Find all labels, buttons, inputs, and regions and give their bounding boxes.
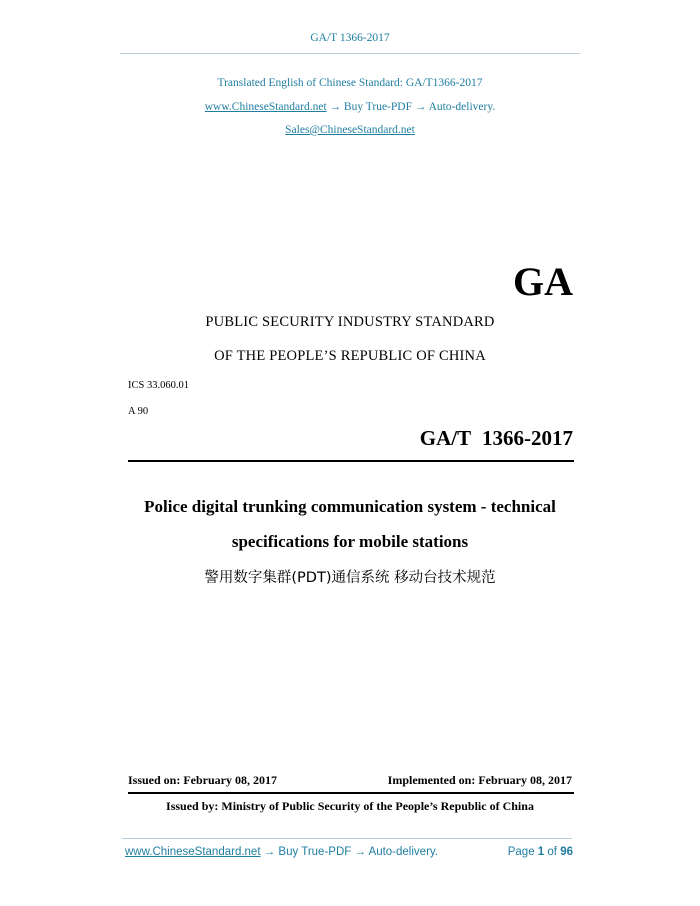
page-total: 96 — [560, 846, 573, 858]
translation-notice: Translated English of Chinese Standard: GA/T1366-2017 — [217, 77, 483, 89]
ics-code: ICS 33.060.01 — [128, 380, 189, 391]
standard-type-line2: OF THE PEOPLE’S REPUBLIC OF CHINA — [214, 348, 486, 364]
page-current: 1 — [537, 846, 545, 858]
footer-website-link[interactable]: www.ChineseStandard.net — [125, 846, 261, 858]
standard-type-line1: PUBLIC SECURITY INDUSTRY STANDARD — [205, 314, 495, 330]
purchase-text: → Buy True-PDF → Auto-delivery. — [326, 101, 496, 113]
website-link[interactable]: www.ChineseStandard.net — [204, 101, 327, 113]
page-label: Page — [507, 846, 535, 858]
title-cn: 警用数字集群(PDT)通信系统 移动台技术规范 — [204, 570, 496, 586]
sales-email-link[interactable]: Sales@ChineseStandard.net — [285, 124, 415, 136]
page-indicator — [508, 846, 573, 858]
email-line — [0, 124, 700, 136]
title-en-line2: specifications for mobile stations — [231, 532, 469, 551]
ccs-code: A 90 — [128, 406, 149, 417]
title-en-line1: Police digital trunking communication system - technical — [144, 497, 556, 516]
footer-purchase-text: → Buy True-PDF → Auto-delivery. — [260, 846, 438, 858]
footer-purchase-line — [125, 846, 438, 858]
title-divider — [128, 460, 574, 462]
ga-logo: GA — [513, 259, 573, 304]
issuing-authority: Issued by: Ministry of Public Security of the People’s Republic of China — [166, 799, 534, 813]
header-standard-code: GA/T 1366-2017 — [310, 32, 390, 44]
header-divider — [120, 53, 580, 54]
implemented-on-date: Implemented on: February 08, 2017 — [387, 773, 572, 787]
issued-on-date: Issued on: February 08, 2017 — [128, 773, 278, 787]
standard-number: GA/T 1366-2017 — [419, 426, 573, 450]
page-of: of — [547, 846, 557, 858]
purchase-line — [0, 101, 700, 113]
dates-divider — [128, 792, 574, 794]
footer-divider — [122, 838, 572, 839]
